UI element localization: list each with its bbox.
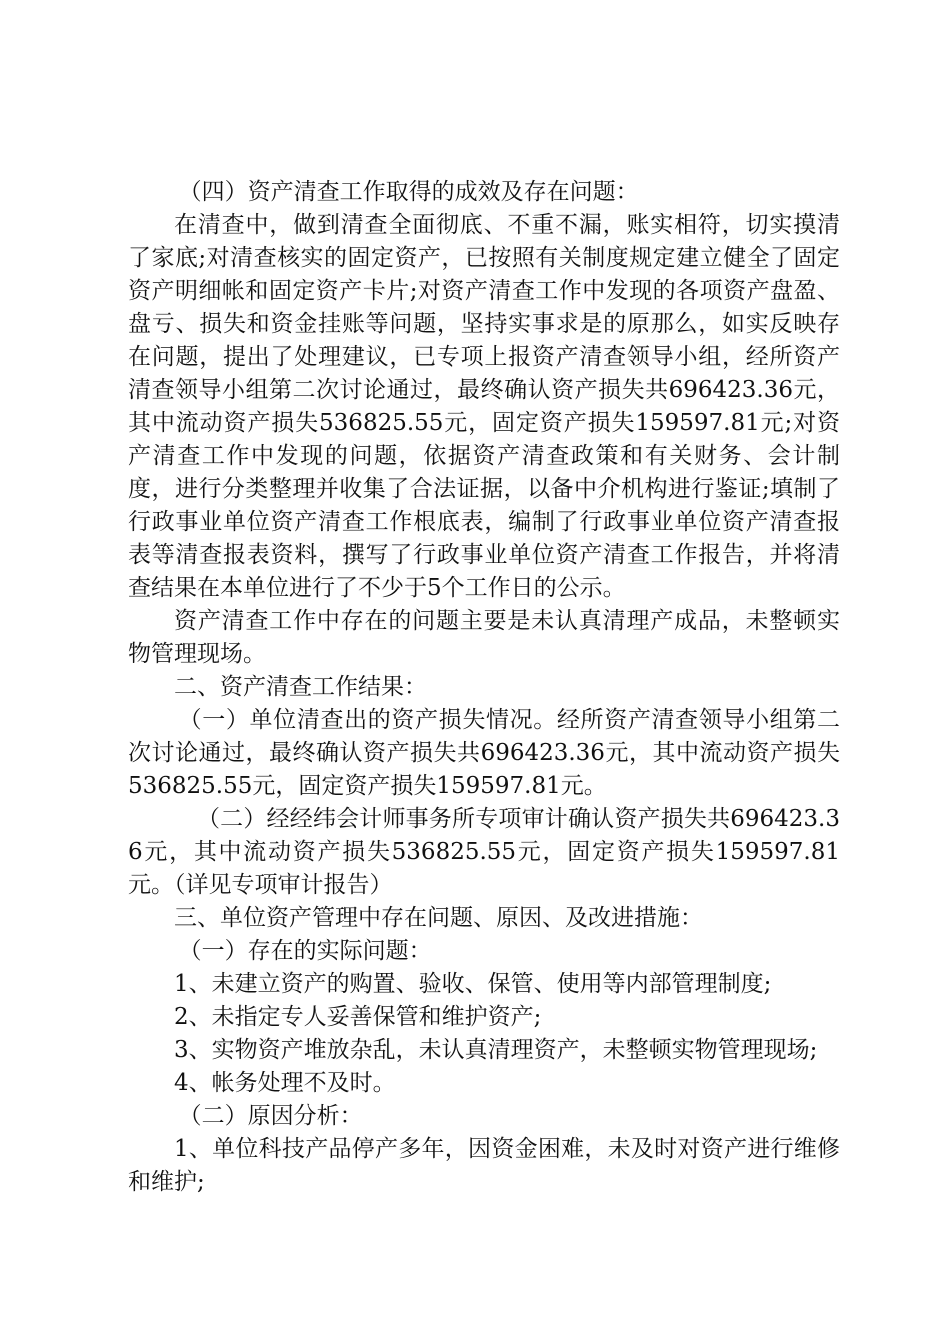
document-body — [128, 176, 840, 1199]
subheading-cause-analysis: （二）原因分析： — [178, 1103, 363, 1129]
list-item-problem-3: 3、实物资产堆放杂乱，未认真清理资产，未整顿实物管理现场; — [174, 1037, 818, 1063]
section-heading-achievements: （四）资产清查工作取得的成效及存在问题： — [178, 179, 639, 205]
section-heading-management-issues: 三、单位资产管理中存在问题、原因、及改进措施： — [174, 905, 703, 931]
subheading-actual-problems: （一）存在的实际问题： — [178, 938, 432, 964]
section-heading-results: 二、资产清查工作结果： — [174, 674, 427, 700]
list-item-problem-1: 1、未建立资产的购置、验收、保管、使用等内部管理制度; — [174, 971, 772, 997]
paragraph-audit-confirmation: （二）经经纬会计师事务所专项审计确认资产损失共696423.36元，其中流动资产损失536825.55元，固定资产损失159597.81元。（详见专项审计报告） — [128, 806, 840, 898]
list-item-problem-4: 4、帐务处理不及时。 — [174, 1070, 396, 1096]
paragraph-existing-problems: 资产清查工作中存在的问题主要是未认真清理产成品，未整顿实物管理现场。 — [128, 608, 840, 667]
paragraph-clearing-results: 在清查中，做到清查全面彻底、不重不漏，账实相符，切实摸清了家底;对清查核实的固定资产，已按照有关制度规定建立健全了固定资产明细帐和固定资产卡片;对资产清查工作中发现的各项资产盘盈、盘亏、损失和资金挂账等问题，坚持实事求是的原那么，如实反映存在问题，提出了处理建议，已专项上报资产清查领导小组，经所资产清查领导小组第二次讨论通过，最终确认资产损失共696423.36元，其中流动资产损失536825.55元，固定资产损失159597.81元;对资产清查工作中发现的问题，依据资产清查政策和有关财务、会计制度，进行分类整理并收集了合法证据，以备中介机构进行鉴证;填制了行政事业单位资产清查工作根底表，编制了行政事业单位资产清查报表等清查报表资料，撰写了行政事业单位资产清查工作报告，并将清查结果在本单位进行了不少于5个工作日的公示。 — [128, 212, 840, 601]
list-item-problem-2: 2、未指定专人妥善保管和维护资产; — [174, 1004, 542, 1030]
list-item-cause-1: 1、单位科技产品停产多年，因资金困难，未及时对资产进行维修和维护; — [128, 1136, 840, 1195]
paragraph-loss-situation: （一）单位清查出的资产损失情况。经所资产清查领导小组第二次讨论通过，最终确认资产损失共696423.36元，其中流动资产损失536825.55元，固定资产损失159597.81元。 — [128, 707, 840, 799]
